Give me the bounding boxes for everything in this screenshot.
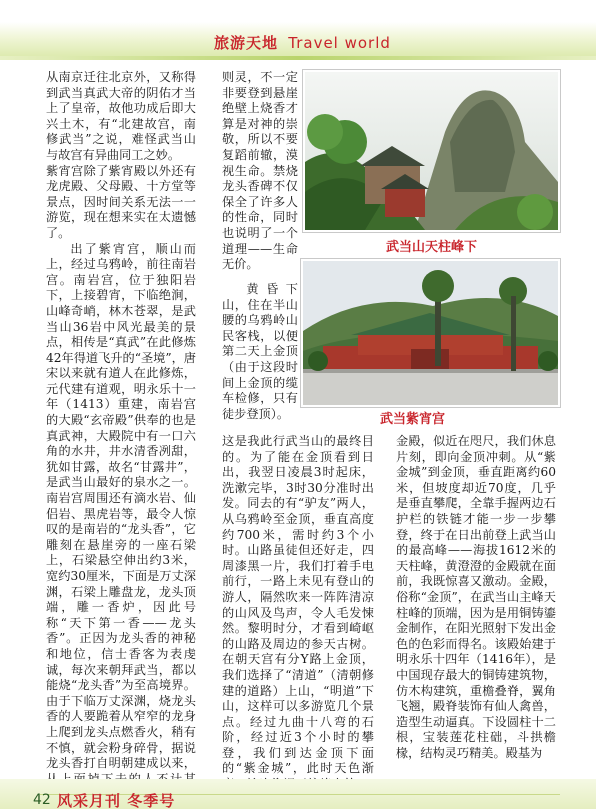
paragraph: 这是我此行武当山的最终目的。为了能在金顶看到日出，我翌日凌晨3时起床，洗漱完毕，3时30分准时出发。同去的有“驴友”两人，从乌鸦岭至金顶，垂直高度约700米，需时约3个小时。山路虽徒但还好走，四周漆黑一片，我们打着手电前行，一路上未见有登山的游人，隔然吹来一阵阵清凉的山风及鸟声，令人毛发悚然。黎明时分，才看到崎岖的山路及周边的参天古树。在朝天宫有分Y路上金顶，我们选择了“清道”（清朝修建的道路）上山，“明道”下山，这样可以多游览几个景点。经过九曲十八弯的石阶，经过近3个小时的攀登，我们到达金顶下面的“紫金城”，此时天色渐 bbox=[222, 434, 374, 776]
page-number: 42 bbox=[33, 792, 51, 808]
paragraph: 金殿，似近在咫尺，我们休息片刻，即向金顶冲刺。从“紫金城”到金顶，垂直距离约60米，但坡度却近70度，几乎是垂直攀爬，全靠手握两边石护栏的铁链才能一步一步攀登，终于在日出前登上武当山的最高峰——海拔1612米的天柱峰，黄澄澄的金殿就在面前，我既惊喜又激动。金殿，俗称“金顶”，在武当山主峰天柱峰的顶端，因为是用铜铸鎏金制作，在阳光照射下发出金色的色彩而得名。该殿始建于明永乐十四年（1416年），是中国现存最大的铜铸建筑物，仿木构建筑，重檐叠脊，翼角飞翘，殿脊装饰有仙人禽兽，造型生动逼真。下设圆柱十二根，宝装莲花柱础，斗拱檐椽，结构灵巧精美。殿基为 bbox=[396, 434, 556, 760]
caption-photo2: 武当紫宵宫 bbox=[380, 412, 446, 427]
paragraph: 出了紫宵宫，顺山而上，经过乌鸦岭，前往南岩宫。南岩宫，位于独阳岩下，上接碧宵，下临绝涧，山峰奇峭，林木苍翠，是武当山36岩中风光最美的景点，相传是“真武”在此修炼42年得道飞升的“圣境”，唐宋以来就有道人在此修炼，元代建有道观，明永乐十一年（1413）重建，南岩宫的大殿“玄帝殿”供奉的也是真武神，大殿院中有一口六角的水井，井水清香冽甜，犹如甘露，故名“甘露井”，是武当山最好的泉水之一。南岩宫周围还有滴水岩、仙侣岩、黑虎岩等，最令人惊叹的是南岩的“龙头香”，它雕刻在悬崖旁的一座石梁上，石梁悬空伸出约3米，宽约30厘米，下面是万丈深渊，石梁上雕盘龙，龙头顶端，雕一香炉，因此号称“天下第一香——龙头香”。正因为龙头香的神秘和地位，信士香客为表虔诚，每次来朝拜武当，都以能烧“龙头香”为至高境界。由于下临万丈深渊，烧龙头香的人要跪着从窄窄的龙身上爬到龙头点燃香火，稍有不慎，就会粉身碎骨，据说龙头香打自明朝建成以来， bbox=[46, 241, 196, 771]
paragraph: 黄昏下山，住在半山腰的乌鸦岭山民客栈，以便第二天上金顶（由于这段时间上金顶的缆车检修，只有徒步登顶）。 bbox=[222, 282, 298, 421]
header-title bbox=[214, 32, 391, 53]
article-column-1 bbox=[46, 70, 196, 786]
paragraph: 紫宵宫除了紫宵殿以外还有龙虎殿、父母殿、十方堂等景点，因时间关系无法一一游览，现在想来实在太遗憾了。 bbox=[46, 163, 196, 240]
photo-tianzhu-peak-image bbox=[305, 72, 558, 230]
article-column-2-middle bbox=[222, 282, 298, 440]
caption-photo1: 武当山天柱峰下 bbox=[386, 240, 478, 255]
header-title-cn: 旅游天地 bbox=[214, 34, 279, 52]
photo-zixiao-palace bbox=[301, 259, 560, 407]
article-column-3 bbox=[396, 434, 556, 786]
photo-tianzhu-peak bbox=[303, 70, 560, 232]
paragraph: 则灵，不一定非要登到悬崖绝壁上烧香才算是对神的崇敬，所以不要复蹈前辙，漠视生命。禁烧龙头香碑不仅保全了许多人的性命，同时也说明了一个道理——生命无价。 bbox=[222, 70, 298, 272]
paragraph: 从南京迁往北京外，又称得到武当真武大帝的阴佑才当上了皇帝，故他功成后即大兴土木，有“北建故宫，南修武当”之说，难怪武当山与故宫有异曲同工之妙。 bbox=[46, 70, 196, 162]
header-title-en: Travel world bbox=[288, 34, 391, 52]
magazine-title: 风采月刊 冬季号 bbox=[57, 792, 176, 810]
photo-zixiao-palace-image bbox=[303, 261, 558, 405]
article-column-2-bottom bbox=[222, 434, 374, 786]
